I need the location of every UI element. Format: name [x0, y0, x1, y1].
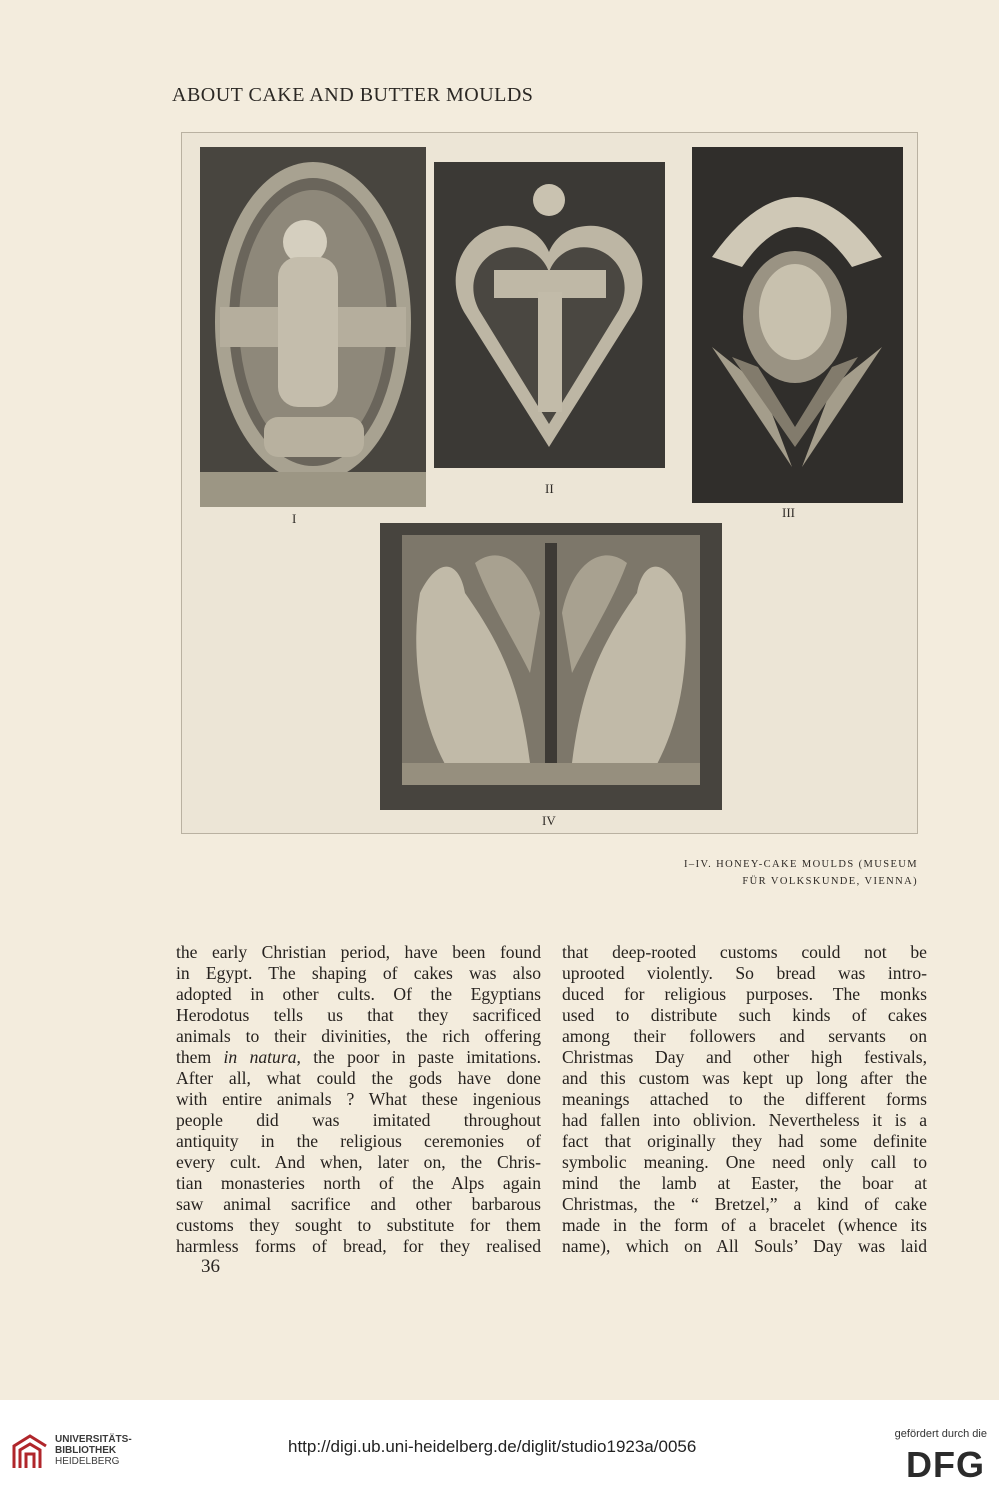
- text-line: had fallen into oblivion. Nevertheless it is a: [562, 1110, 927, 1130]
- numeral-i: I: [292, 511, 297, 526]
- text-line: animals to their divinities, the rich offering: [176, 1026, 541, 1046]
- text-line: duced for religious purposes. The monks: [562, 984, 927, 1004]
- photo-mould-iv: [380, 523, 722, 810]
- text-line: every cult. And when, later on, the Chris-: [176, 1152, 541, 1172]
- university-library-logo-icon: [10, 1432, 50, 1472]
- text-line: them in natura, the poor in paste imitations.: [176, 1047, 541, 1067]
- text-line: in Egypt. The shaping of cakes was also: [176, 963, 541, 983]
- caption-line: I–IV. HONEY-CAKE MOULDS (MUSEUM: [684, 859, 918, 870]
- running-head: ABOUT CAKE AND BUTTER MOULDS: [172, 84, 534, 106]
- text-line: adopted in other cults. Of the Egyptians: [176, 984, 541, 1004]
- text-line: made in the form of a bracelet (whence its: [562, 1215, 927, 1235]
- text-line: among their followers and servants on: [562, 1026, 927, 1046]
- text-line: mind the lamb at Easter, the boar at: [562, 1173, 927, 1193]
- library-name: [55, 1434, 132, 1467]
- text-line: used to distribute such kinds of cakes: [562, 1005, 927, 1025]
- caption-line: FÜR VOLKSKUNDE, VIENNA): [742, 876, 918, 887]
- text-line: and this custom was kept up long after the: [562, 1068, 927, 1088]
- text-line: customs they sought to substitute for them: [176, 1215, 541, 1235]
- library-name-line: BIBLIOTHEK: [55, 1445, 117, 1456]
- emphasis: in natura: [223, 1047, 297, 1067]
- text-line: meanings attached to the different forms: [562, 1089, 927, 1109]
- text-line: Christmas Day and other high festivals,: [562, 1047, 927, 1067]
- numeral-ii: II: [545, 481, 554, 496]
- permalink-url[interactable]: http://digi.ub.uni-heidelberg.de/diglit/studio1923a/0056: [288, 1437, 697, 1456]
- text-line: Christmas, the “ Bretzel,” a kind of cake: [562, 1194, 927, 1214]
- text-line: people did was imitated throughout: [176, 1110, 541, 1130]
- text-line: the early Christian period, have been found: [176, 942, 541, 962]
- library-name-line: HEIDELBERG: [55, 1456, 120, 1467]
- dfg-logo: DFG: [906, 1444, 985, 1485]
- illustration-plate: [181, 132, 918, 834]
- numeral-iii: III: [782, 505, 795, 520]
- text-line: Herodotus tells us that they sacrificed: [176, 1005, 541, 1025]
- text-line: name), which on All Souls’ Day was laid: [562, 1236, 927, 1256]
- text-line: uprooted violently. So bread was intro-: [562, 963, 927, 983]
- numeral-iv: IV: [542, 813, 556, 828]
- text-line: antiquity in the religious ceremonies of: [176, 1131, 541, 1151]
- library-name-line: UNIVERSITÄTS-: [55, 1434, 132, 1445]
- text-line: harmless forms of bread, for they realised: [176, 1236, 541, 1256]
- photo-mould-iii: [692, 147, 903, 503]
- text-line: fact that originally they had some definite: [562, 1131, 927, 1151]
- text-column-right: [562, 942, 927, 1257]
- plate-caption: [600, 856, 918, 890]
- photo-mould-i: [200, 147, 426, 507]
- text-line: saw animal sacrifice and other barbarous: [176, 1194, 541, 1214]
- viewer-footer: [0, 1400, 999, 1487]
- page-number: 36: [201, 1256, 220, 1277]
- text-line: with entire animals ? What these ingenious: [176, 1089, 541, 1109]
- text-line: symbolic meaning. One need only call to: [562, 1152, 927, 1172]
- text-column-left: [176, 942, 541, 1257]
- text-line: tian monasteries north of the Alps again: [176, 1173, 541, 1193]
- photo-mould-ii: [434, 162, 665, 468]
- text-line: that deep-rooted customs could not be: [562, 942, 927, 962]
- text-line: After all, what could the gods have done: [176, 1068, 541, 1088]
- funding-note: gefördert durch die: [894, 1428, 987, 1440]
